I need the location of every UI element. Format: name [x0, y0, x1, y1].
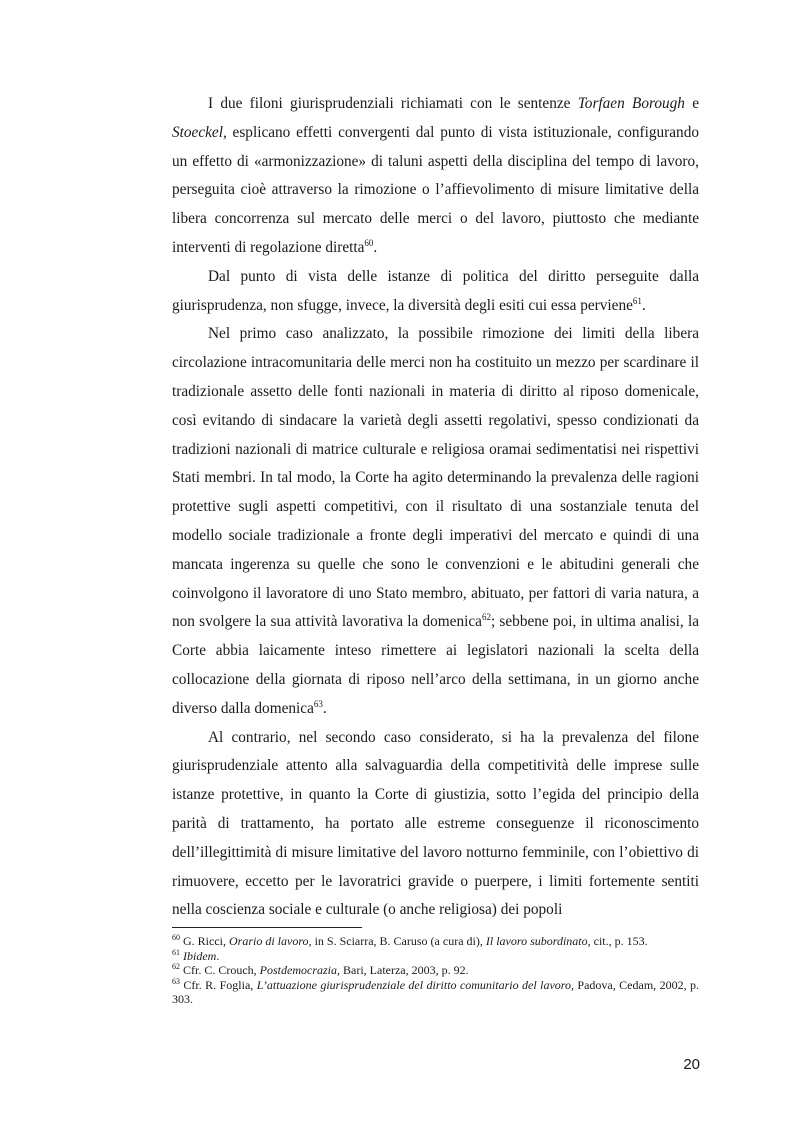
text-run: .: [216, 948, 220, 963]
text-run: , Bari, Laterza, 2003, p. 92.: [337, 963, 469, 977]
text-run: e: [684, 95, 699, 112]
footnote-ref: 60: [364, 237, 374, 248]
footnote: [172, 978, 699, 1007]
text-run: , cit., p. 153.: [587, 934, 648, 948]
italic-text: L’attuazione giurisprudenziale del diritto comunitario del lavoro: [256, 977, 571, 992]
text-run: ; sebbene poi, in ultima analisi, la Corte abbia laicamente inteso rimettere ai legislatori nazionali la scelta della collocazione della giornata di riposo nell’arco della settimana, in un giorno anche diverso dalla domenica: [172, 613, 699, 717]
paragraph: [172, 263, 699, 321]
footnote-ref: 62: [172, 962, 180, 971]
body-text: [172, 90, 699, 925]
footnotes: [172, 934, 699, 1007]
footnote: [172, 934, 699, 949]
footnote-ref: 60: [172, 933, 180, 942]
paragraph: [172, 90, 699, 263]
text-run: , Padova, Cedam, 2002, p. 303.: [172, 977, 699, 1006]
italic-text: Postdemocrazia: [259, 963, 337, 977]
text-run: .: [322, 699, 327, 717]
footnote-ref: 61: [172, 947, 180, 957]
text-run: Al contrario, nel secondo caso considerato, si ha la prevalenza del filone giurisprudenziale attento alla salvaguardia della competitività delle imprese sulle istanze protettive, in quanto la Corte di giustizia, sotto l’egida del principio della parità di trattamento, ha portato alle estreme conseguenze il riconoscimento dell’illegittimità di misure limitative del lavoro notturno femminile, con l’obiettivo di rimuovere, eccetto per le lavoratrici gravide o puerpere, i limiti fortemente sentiti nella coscienza sociale e culturale (o anche religiosa) dei popoli: [172, 728, 699, 919]
paragraph: [172, 320, 699, 723]
text-run: Nel primo caso analizzato, la possibile rimozione dei limiti della libera circolazione intracomunitaria delle merci non ha costituito un mezzo per scardinare il tradizionale assetto delle fonti nazionali in materia di diritto al riposo domenicale, così evitando di sindacare la varietà degli assetti regolativi, spesso condizionati da tradizioni nazionali di matrice culturale e religiosa oramai sedimentatisi nei rispettivi Stati membri. In tal modo, la Corte ha agito determinando la prevalenza delle ragioni protettive sugli aspetti competitivi, con il risultato di una sostanziale tenuta del modello sociale tradizionale a fronte degli imperativi del mercato e quindi di una mancata ingerenza su quelle che sono le convenzioni e le abitudini generali che coinvolgono il lavoratore di uno Stato membro, abituato, per fattori di varia natura, a non svolgere la sua attività lavorativa la domenica: [172, 325, 699, 631]
footnote-separator: [172, 927, 362, 928]
text-run: .: [373, 238, 378, 256]
italic-text: Il lavoro subordinato: [485, 934, 588, 948]
footnote-ref: 63: [313, 698, 323, 709]
text-run: .: [641, 296, 646, 314]
footnote-ref: 61: [632, 295, 642, 306]
footnote-ref: 62: [481, 612, 491, 623]
italic-text: Stoeckel: [172, 123, 223, 141]
text-run: , esplicano effetti convergenti dal punto di vista istituzionale, configurando un effetto di «armonizzazione» di taluni aspetti della disciplina del tempo di lavoro, perseguita cioè attraverso la rimozione o l’affievolimento di misure limitative della libera concorrenza sul mercato delle merci o del lavoro, piuttosto che mediante interventi di regolazione diretta: [172, 123, 699, 256]
text-run: Dal punto di vista delle istanze di politica del diritto perseguite dalla giurisprudenza, non sfugge, invece, la diversità degli esiti cui essa perviene: [172, 267, 699, 314]
text-run: G. Ricci,: [180, 934, 229, 948]
italic-text: Orario di lavoro: [229, 934, 309, 948]
footnote: [172, 949, 699, 964]
text-run: Cfr. R. Foglia,: [180, 977, 257, 992]
text-run: Cfr. C. Crouch,: [180, 963, 260, 977]
italic-text: Ibidem: [183, 948, 217, 963]
text-run: I due filoni giurisprudenziali richiamati con le sentenze: [208, 95, 578, 112]
footnote-ref: 63: [172, 976, 180, 986]
text-run: , in S. Sciarra, B. Caruso (a cura di),: [308, 934, 486, 948]
page-number: 20: [683, 1056, 700, 1073]
paragraph: [172, 724, 699, 926]
italic-text: Torfaen Borough: [577, 95, 685, 112]
footnote: [172, 963, 699, 978]
